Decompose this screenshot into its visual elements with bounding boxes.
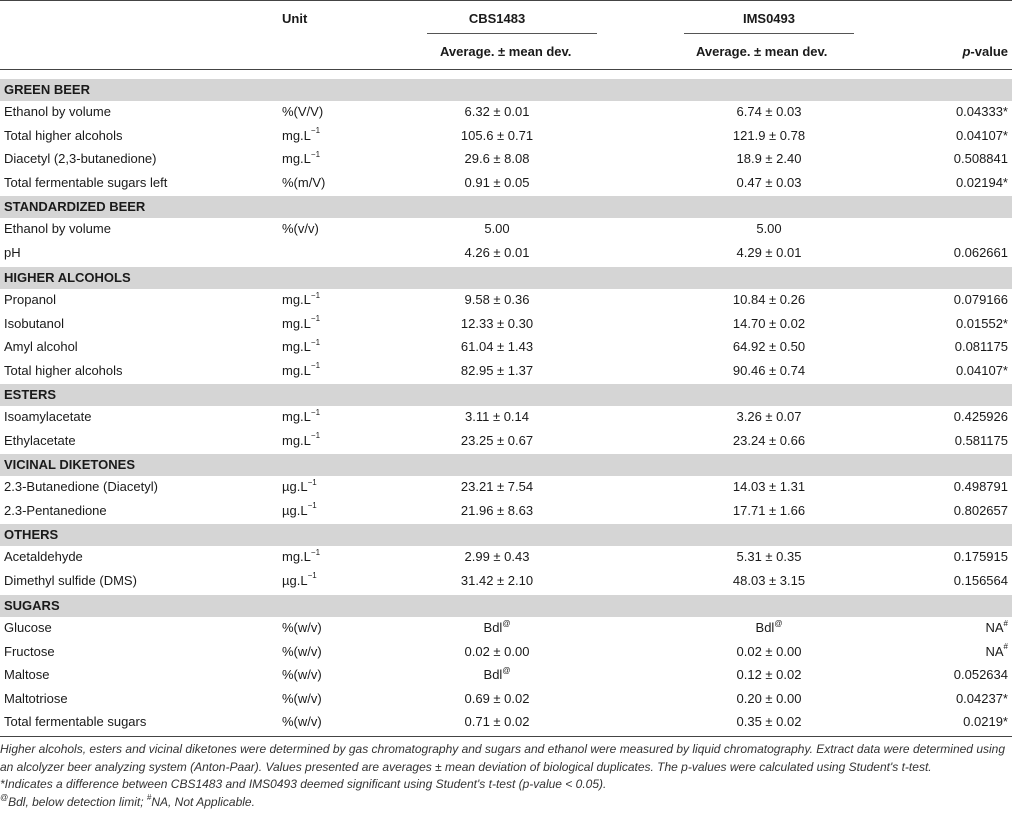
value-cbs1483: Bdl@ bbox=[483, 665, 511, 682]
value-pvalue: 0.508841 bbox=[953, 151, 1008, 166]
value-ims0493: 0.35 ± 0.02 bbox=[736, 714, 802, 729]
value-ims0493: 4.29 ± 0.01 bbox=[736, 244, 802, 260]
value-cbs1483: 0.69 ± 0.02 bbox=[464, 690, 530, 706]
value-pvalue: 0.02194* bbox=[955, 174, 1008, 190]
row-unit: $mg.L^{-1}$ bbox=[282, 337, 321, 354]
section-header: VICINAL DIKETONES bbox=[0, 454, 1012, 476]
value-pvalue: 0.0219* bbox=[963, 714, 1008, 729]
footnote-methods: Higher alcohols, esters and vicinal diketones were determined by gas chromatography and sugars and ethanol were measured by liquid chromatography. Extract data were determined using an alcolyzer beer analyzing system (Anton-Paar). Values presented are averages ± mean deviation of biological duplicates. The p-values were calculated using Student's t-test. bbox=[0, 742, 1005, 774]
row-name: Fructose bbox=[4, 643, 55, 659]
row-unit: %(w/v) bbox=[282, 690, 322, 706]
value-ims0493: 90.46 ± 0.74 bbox=[732, 362, 806, 378]
row-unit: $mg.L^{-1}$ bbox=[282, 547, 321, 564]
footnote-abbreviations: @Bdl, below detection limit; #NA, Not Applicable. bbox=[0, 792, 255, 809]
value-ims0493: 48.03 ± 3.15 bbox=[732, 572, 806, 588]
section-header: STANDARDIZED BEER bbox=[0, 196, 1012, 218]
row-unit: %(w/v) bbox=[282, 620, 322, 635]
row-unit: %(v/v) bbox=[282, 221, 319, 236]
value-ims0493: 0.47 ± 0.03 bbox=[736, 174, 802, 190]
value-pvalue: 0.04107* bbox=[955, 362, 1008, 378]
section-header: HIGHER ALCOHOLS bbox=[0, 267, 1012, 289]
header-average-ims: Average. ± mean dev. bbox=[696, 44, 828, 59]
row-name: Propanol bbox=[4, 292, 57, 307]
value-ims0493: 6.74 ± 0.03 bbox=[736, 104, 802, 119]
header-pvalue bbox=[962, 44, 1008, 59]
value-pvalue: NA# bbox=[985, 642, 1008, 659]
value-ims0493: 64.92 ± 0.50 bbox=[732, 339, 806, 354]
value-cbs1483: Bdl@ bbox=[483, 618, 511, 635]
section-header: GREEN BEER bbox=[0, 79, 1012, 101]
row-unit: $mg.L^{-1}$ bbox=[282, 407, 321, 424]
row-unit: %(V/V) bbox=[282, 104, 324, 119]
value-pvalue: 0.04333* bbox=[955, 104, 1008, 119]
row-name: Amyl alcohol bbox=[4, 339, 78, 354]
row-unit: $\mu g.L^{-1}$ bbox=[282, 571, 317, 588]
value-pvalue: 0.175915 bbox=[953, 549, 1008, 564]
value-pvalue: 0.081175 bbox=[954, 339, 1008, 354]
value-ims0493: 10.84 ± 0.26 bbox=[732, 292, 806, 307]
table-footnotes bbox=[0, 741, 1010, 811]
value-ims0493: 0.12 ± 0.02 bbox=[736, 667, 802, 682]
value-cbs1483: 4.26 ± 0.01 bbox=[464, 244, 530, 260]
row-name: Total higher alcohols bbox=[4, 362, 123, 378]
row-name: Diacetyl (2,3-butanedione) bbox=[4, 151, 157, 166]
row-name: Isoamylacetate bbox=[4, 409, 92, 424]
row-name: Total fermentable sugars left bbox=[4, 174, 168, 190]
row-unit: $\mu g.L^{-1}$ bbox=[282, 477, 317, 494]
value-pvalue: 0.802657 bbox=[953, 502, 1008, 518]
value-cbs1483: 31.42 ± 2.10 bbox=[460, 572, 534, 588]
value-cbs1483: 21.96 ± 8.63 bbox=[460, 502, 534, 518]
value-ims0493: 14.70 ± 0.02 bbox=[732, 315, 806, 331]
header-pvalue-rest: -value bbox=[970, 44, 1008, 59]
row-unit: $mg.L^{-1}$ bbox=[282, 314, 321, 331]
value-pvalue: 0.425926 bbox=[953, 409, 1008, 424]
value-ims0493: 3.26 ± 0.07 bbox=[736, 409, 802, 424]
row-unit: %(w/v) bbox=[282, 714, 322, 729]
header-strain-cbs1483: CBS1483 bbox=[468, 11, 526, 26]
row-name: 2.3-Butanedione (Diacetyl) bbox=[4, 479, 158, 494]
row-name: Ethanol by volume bbox=[4, 104, 111, 119]
row-name: Maltotriose bbox=[4, 690, 68, 706]
value-ims0493: 23.24 ± 0.66 bbox=[732, 432, 806, 448]
bottom-rule bbox=[0, 736, 1012, 737]
header-unit: Unit bbox=[282, 11, 308, 26]
value-ims0493: 121.9 ± 0.78 bbox=[732, 127, 806, 143]
header-rule bbox=[0, 69, 1012, 70]
value-ims0493: 5.31 ± 0.35 bbox=[736, 549, 802, 564]
value-ims0493: 0.02 ± 0.00 bbox=[736, 643, 802, 659]
row-name: 2.3-Pentanedione bbox=[4, 502, 107, 518]
value-cbs1483: 61.04 ± 1.43 bbox=[460, 339, 534, 354]
row-name: Glucose bbox=[4, 620, 52, 635]
header-average-cbs: Average. ± mean dev. bbox=[440, 44, 572, 59]
row-name: Acetaldehyde bbox=[4, 549, 83, 564]
value-ims0493: 5.00 bbox=[756, 221, 782, 236]
row-name: Dimethyl sulfide (DMS) bbox=[4, 572, 137, 588]
value-pvalue: 0.079166 bbox=[953, 292, 1008, 307]
value-pvalue: 0.498791 bbox=[953, 479, 1008, 494]
value-cbs1483: 105.6 ± 0.71 bbox=[460, 127, 534, 143]
row-unit: $\mu g.L^{-1}$ bbox=[282, 501, 317, 518]
value-ims0493: 0.20 ± 0.00 bbox=[736, 690, 802, 706]
row-unit: $mg.L^{-1}$ bbox=[282, 149, 321, 166]
footnote-significance: *Indicates a difference between CBS1483 and IMS0493 deemed significant using Student's t-test (p-value < 0.05). bbox=[0, 777, 607, 792]
value-pvalue: 0.156564 bbox=[953, 572, 1008, 588]
section-header: OTHERS bbox=[0, 524, 1012, 546]
value-cbs1483: 23.21 ± 7.54 bbox=[460, 479, 534, 494]
value-cbs1483: 0.02 ± 0.00 bbox=[464, 643, 530, 659]
value-pvalue: 0.581175 bbox=[954, 432, 1008, 448]
row-unit: $mg.L^{-1}$ bbox=[282, 126, 321, 143]
value-pvalue: 0.01552* bbox=[955, 315, 1008, 331]
value-cbs1483: 0.71 ± 0.02 bbox=[464, 714, 530, 729]
section-header: ESTERS bbox=[0, 384, 1012, 406]
value-cbs1483: 0.91 ± 0.05 bbox=[464, 174, 530, 190]
value-cbs1483: 12.33 ± 0.30 bbox=[460, 315, 534, 331]
value-cbs1483: 5.00 bbox=[484, 221, 510, 236]
row-unit: $mg.L^{-1}$ bbox=[282, 361, 321, 378]
row-unit: %(w/v) bbox=[282, 667, 322, 682]
value-pvalue: 0.04237* bbox=[955, 690, 1008, 706]
value-pvalue: 0.052634 bbox=[953, 667, 1008, 682]
row-name: Ethanol by volume bbox=[4, 221, 111, 236]
header-underline-cbs bbox=[427, 33, 597, 34]
value-pvalue: NA# bbox=[985, 618, 1008, 635]
row-name: Ethylacetate bbox=[4, 432, 76, 448]
value-pvalue: 0.04107* bbox=[955, 127, 1008, 143]
row-name: Total fermentable sugars bbox=[4, 714, 147, 729]
value-ims0493: 14.03 ± 1.31 bbox=[732, 479, 806, 494]
row-unit: %(m/V) bbox=[282, 174, 326, 190]
header-pvalue-p: p bbox=[962, 44, 971, 59]
value-cbs1483: 9.58 ± 0.36 bbox=[464, 292, 530, 307]
section-header: SUGARS bbox=[0, 595, 1012, 617]
row-name: pH bbox=[4, 244, 21, 260]
value-cbs1483: 6.32 ± 0.01 bbox=[464, 104, 530, 119]
value-cbs1483: 29.6 ± 8.08 bbox=[464, 151, 530, 166]
row-unit: $mg.L^{-1}$ bbox=[282, 290, 321, 307]
value-ims0493: Bdl@ bbox=[755, 618, 783, 635]
value-pvalue: 0.062661 bbox=[953, 244, 1008, 260]
value-cbs1483: 3.11 ± 0.14 bbox=[465, 409, 529, 424]
row-name: Isobutanol bbox=[4, 315, 64, 331]
value-cbs1483: 2.99 ± 0.43 bbox=[464, 549, 530, 564]
top-rule bbox=[0, 0, 1012, 1]
header-strain-ims0493: IMS0493 bbox=[742, 11, 796, 26]
value-ims0493: 18.9 ± 2.40 bbox=[736, 151, 802, 166]
row-name: Maltose bbox=[4, 667, 50, 682]
value-cbs1483: 23.25 ± 0.67 bbox=[460, 432, 534, 448]
row-unit: $mg.L^{-1}$ bbox=[282, 431, 321, 448]
row-name: Total higher alcohols bbox=[4, 127, 123, 143]
value-cbs1483: 82.95 ± 1.37 bbox=[460, 362, 534, 378]
row-unit: %(w/v) bbox=[282, 643, 322, 659]
header-underline-ims bbox=[684, 33, 854, 34]
value-ims0493: 17.71 ± 1.66 bbox=[732, 502, 806, 518]
